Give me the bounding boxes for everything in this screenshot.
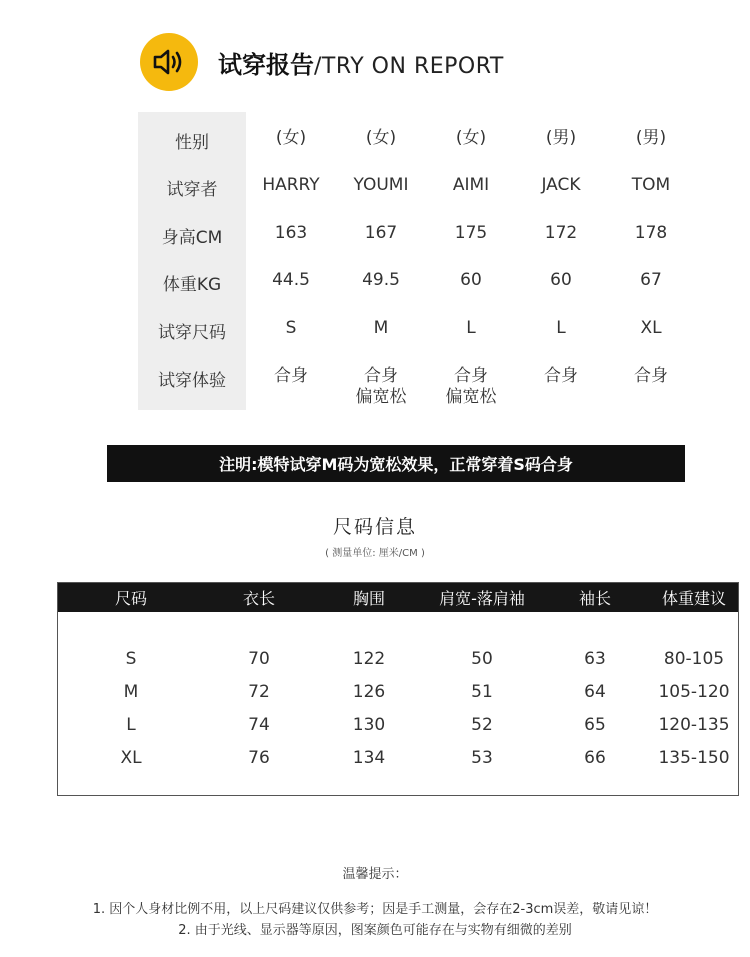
cell-weight: 60: [460, 270, 482, 290]
fit-line: 合身: [544, 366, 578, 386]
cell-height: 163: [274, 223, 308, 243]
cell-name: HARRY: [262, 175, 320, 195]
cell-name: AIMI: [452, 175, 490, 195]
chest-cell: 130: [352, 715, 386, 735]
cell-name: YOUMI: [353, 175, 409, 195]
size-unit-note: ( 测量单位: 厘米/CM ): [325, 548, 425, 559]
cell-height: 178: [634, 223, 668, 243]
shoulder-cell: 50: [471, 649, 493, 669]
table-row: [58, 676, 738, 708]
chest-cell: 122: [352, 649, 386, 669]
fit-line: 合身: [634, 366, 668, 386]
cell-name: TOM: [631, 175, 671, 195]
tip-line-2: 2. 由于光线、显示器等原因，图案颜色可能存在与实物有细微的差别: [178, 923, 572, 938]
cell-size: L: [466, 318, 476, 338]
header-cell: 肩宽-落肩袖: [439, 589, 525, 608]
shoulder-cell: 53: [471, 748, 493, 768]
size-cell: XL: [120, 748, 142, 768]
fit-line: 偏宽松: [445, 387, 497, 407]
row-height: [138, 223, 698, 270]
weight-cell: 105-120: [658, 682, 730, 702]
cell-size: XL: [640, 318, 662, 338]
cell-fit: [426, 366, 516, 408]
header-cell: 体重建议: [661, 589, 726, 608]
size-table: [57, 582, 739, 796]
size-cell: L: [126, 715, 136, 735]
length-cell: 70: [248, 649, 270, 669]
row-size: [138, 318, 698, 365]
cell-fit: [606, 366, 696, 387]
cell-height: 172: [544, 223, 578, 243]
cell-name: JACK: [541, 175, 581, 195]
title-cn: 试穿报告: [218, 50, 314, 79]
sleeve-cell: 64: [584, 682, 606, 702]
row-label: 试穿者: [166, 180, 218, 200]
row-label: 身高CM: [161, 228, 223, 248]
sleeve-cell: 63: [584, 649, 606, 669]
row-name: [138, 175, 698, 222]
table-row: [58, 709, 738, 741]
title-sep: /: [314, 53, 322, 79]
shoulder-cell: 52: [471, 715, 493, 735]
row-label: 体重KG: [162, 275, 222, 295]
header-cell: 衣长: [242, 589, 275, 608]
cell-fit: [246, 366, 336, 387]
report-header: [140, 32, 504, 92]
size-table-header: [58, 583, 738, 612]
length-cell: 72: [248, 682, 270, 702]
tips-title: 温馨提示：: [342, 867, 408, 882]
cell-size: L: [556, 318, 566, 338]
chest-cell: 134: [352, 748, 386, 768]
cell-gender: (女): [455, 128, 487, 148]
speaker-icon: [140, 33, 198, 91]
table-row: [58, 742, 738, 774]
row-weight: [138, 270, 698, 317]
fit-line: 偏宽松: [355, 387, 407, 407]
cell-weight: 49.5: [362, 270, 400, 290]
size-cell: S: [125, 649, 137, 669]
cell-size: S: [285, 318, 297, 338]
sleeve-cell: 65: [584, 715, 606, 735]
cell-weight: 67: [640, 270, 662, 290]
cell-weight: 44.5: [272, 270, 310, 290]
page-title: [218, 45, 504, 80]
table-row: [58, 643, 738, 675]
size-info-title: 尺码信息: [332, 516, 417, 538]
row-label: 试穿体验: [158, 371, 226, 391]
weight-cell: 120-135: [658, 715, 730, 735]
fit-line: 合身: [274, 366, 308, 386]
header-cell: 胸围: [352, 589, 385, 608]
cell-height: 175: [454, 223, 488, 243]
cell-gender: (女): [275, 128, 307, 148]
cell-gender: (男): [545, 128, 577, 148]
row-label: 试穿尺码: [158, 323, 226, 343]
chest-cell: 126: [352, 682, 386, 702]
sleeve-cell: 66: [584, 748, 606, 768]
row-fit: [138, 366, 698, 410]
cell-fit: [516, 366, 606, 387]
header-cell: 袖长: [578, 589, 611, 608]
row-label: 性别: [175, 133, 209, 153]
cell-height: 167: [364, 223, 398, 243]
row-gender: [138, 128, 698, 175]
shoulder-cell: 51: [471, 682, 493, 702]
tryon-table: [138, 112, 698, 410]
cell-gender: (女): [365, 128, 397, 148]
cell-gender: (男): [635, 128, 667, 148]
tip-line-1: 1. 因个人身材比例不用，以上尺码建议仅供参考；因是手工测量，会存在2-3cm误差，敬请见谅！: [92, 902, 658, 917]
header-cell: 尺码: [114, 589, 147, 608]
fit-line: 合身: [454, 366, 488, 386]
fit-line: 合身: [364, 366, 398, 386]
length-cell: 76: [248, 748, 270, 768]
cell-fit: [336, 366, 426, 408]
cell-weight: 60: [550, 270, 572, 290]
size-cell: M: [123, 682, 139, 702]
cell-size: M: [373, 318, 389, 338]
length-cell: 74: [248, 715, 270, 735]
weight-cell: 135-150: [658, 748, 730, 768]
note-banner: 注明:模特试穿M码为宽松效果，正常穿着S码合身: [107, 445, 685, 482]
title-en: TRY ON REPORT: [321, 53, 504, 79]
weight-cell: 80-105: [663, 649, 725, 669]
